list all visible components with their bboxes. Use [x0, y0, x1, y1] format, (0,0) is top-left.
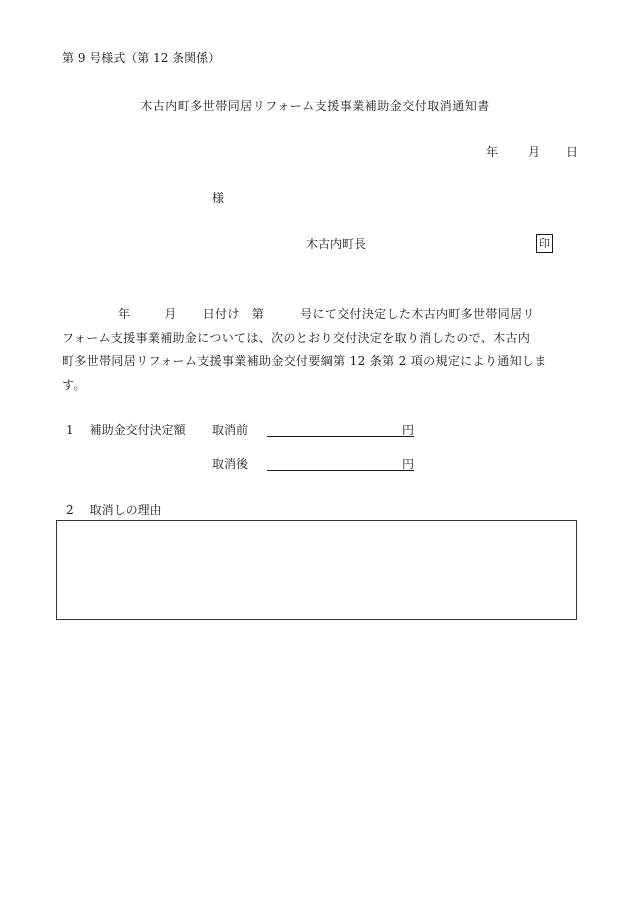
form-number: 第 9 号様式（第 12 条関係）: [62, 51, 221, 65]
body-line1-tail: 号にて交付決定した木古内町多世帯同居リ: [300, 307, 535, 321]
seal-mark: 印: [536, 234, 553, 253]
body-year-label: 年: [118, 307, 131, 321]
body-line-1: [62, 303, 582, 327]
amount-after-unit: 円: [402, 457, 415, 471]
item1-label: 補助金交付決定額: [89, 423, 186, 437]
body-month-label: 月: [164, 307, 177, 321]
amount-before-row: [212, 422, 415, 438]
amount-before-unit: 円: [402, 423, 415, 437]
item1-number: 1: [66, 423, 74, 437]
item2-heading: [66, 502, 162, 518]
addressee-suffix: 様: [212, 191, 225, 205]
issuer-name: 木古内町長: [306, 237, 367, 251]
body-line-2: フォーム支援事業補助金については、次のとおり交付決定を取り消したので、木古内: [62, 330, 531, 345]
cancellation-reason-box[interactable]: [56, 520, 577, 620]
item1-heading: [66, 422, 186, 438]
date-day-label: 日: [566, 145, 579, 159]
date-year-label: 年: [486, 145, 499, 159]
body-line-4: す。: [62, 378, 86, 393]
amount-after-field[interactable]: [267, 468, 414, 471]
amount-before-label: 取消前: [212, 423, 249, 437]
amount-after-label: 取消後: [212, 457, 249, 471]
body-line-3: 町多世帯同居リフォーム支援事業補助金交付要綱第 12 条第 2 項の規定により通知しま: [62, 354, 547, 369]
document-title: 木古内町多世帯同居リフォーム支援事業補助金交付取消通知書: [140, 99, 490, 113]
issue-date: [486, 144, 578, 160]
body-number-prefix: 第: [251, 307, 265, 321]
item2-number: 2: [66, 503, 74, 517]
body-dated-label: 日付け: [202, 307, 240, 321]
amount-before-field[interactable]: [267, 434, 414, 437]
item2-label: 取消しの理由: [89, 503, 162, 517]
date-month-label: 月: [528, 145, 541, 159]
notice-body: [62, 303, 582, 398]
amount-after-row: [212, 456, 415, 472]
